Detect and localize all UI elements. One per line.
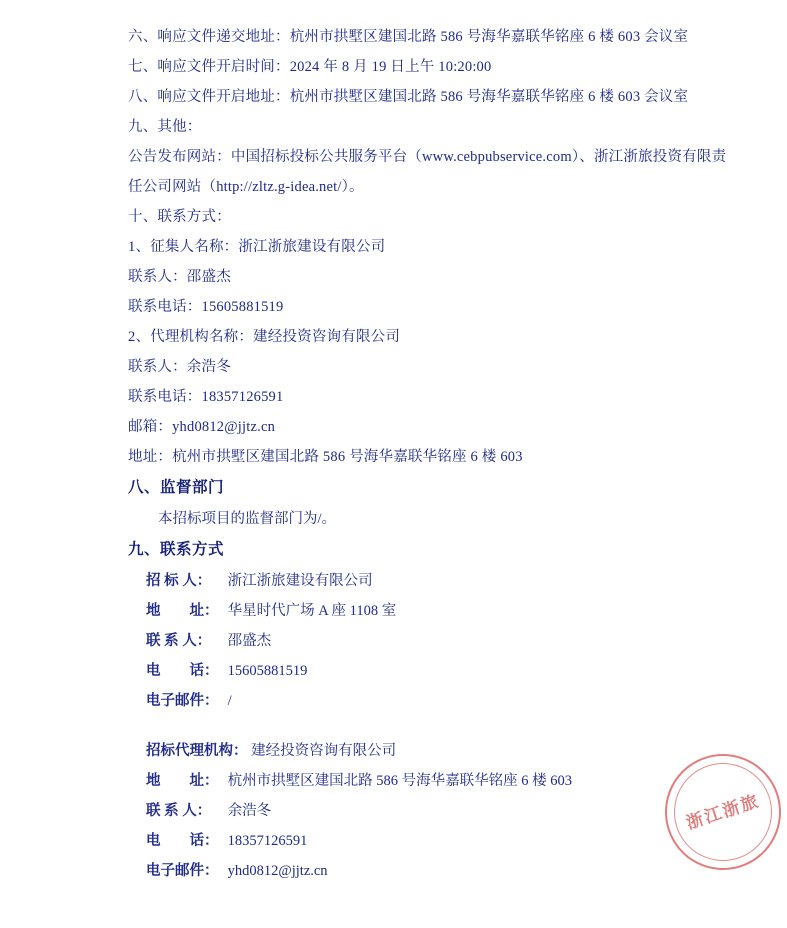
contact-agent-phone: 联系电话：18357126591 bbox=[128, 389, 284, 405]
tenderer-label-email: 电子邮件： bbox=[146, 693, 219, 709]
tenderer-row-name bbox=[146, 566, 727, 596]
agent-label-name: 招标代理机构： bbox=[146, 743, 248, 759]
agent-label-email: 电子邮件： bbox=[146, 863, 219, 879]
contact-agent-person: 联系人：余浩冬 bbox=[128, 359, 231, 375]
contact-tenderer-person: 联系人：邵盛杰 bbox=[128, 269, 231, 285]
agent-row-email bbox=[146, 856, 727, 886]
contact-agent-name: 2、代理机构名称：建经投资咨询有限公司 bbox=[128, 329, 401, 345]
tenderer-label-address: 地 址： bbox=[146, 603, 219, 619]
tenderer-row-phone bbox=[146, 656, 727, 686]
tenderer-label-phone: 电 话： bbox=[146, 663, 219, 679]
agent-label-person: 联 系 人： bbox=[146, 803, 212, 819]
section-gap bbox=[128, 716, 727, 736]
clause-item-7: 七、响应文件开启时间：2024 年 8 月 19 日上午 10:20:00 bbox=[128, 59, 492, 75]
contact-tenderer-phone: 联系电话：15605881519 bbox=[128, 299, 284, 315]
agent-row-address bbox=[146, 766, 727, 796]
tenderer-row-person bbox=[146, 626, 727, 656]
agent-value-phone: 18357126591 bbox=[227, 833, 308, 849]
clause-item-6: 六、响应文件递交地址：杭州市拱墅区建国北路 586 号海华嘉联华铭座 6 楼 603 会议室 bbox=[128, 29, 689, 45]
agent-row-person bbox=[146, 796, 727, 826]
contact-agent-address: 地址：杭州市拱墅区建国北路 586 号海华嘉联华铭座 6 楼 603 bbox=[128, 449, 523, 465]
section-heading-8: 八、监督部门 bbox=[128, 479, 225, 496]
tenderer-row-address bbox=[146, 596, 727, 626]
tenderer-value-phone: 15605881519 bbox=[227, 663, 308, 679]
tenderer-row-email bbox=[146, 686, 727, 716]
tenderer-value-person: 邵盛杰 bbox=[227, 633, 272, 649]
agent-row-name bbox=[146, 736, 727, 766]
agent-value-address: 杭州市拱墅区建国北路 586 号海华嘉联华铭座 6 楼 603 bbox=[227, 773, 572, 789]
section-8-body: 本招标项目的监督部门为/。 bbox=[158, 511, 337, 527]
section-heading-9: 九、联系方式 bbox=[128, 541, 225, 558]
agent-value-name: 建经投资咨询有限公司 bbox=[251, 743, 397, 759]
contact-tenderer-name: 1、征集人名称：浙江浙旅建设有限公司 bbox=[128, 239, 386, 255]
clause-item-8: 八、响应文件开启地址：杭州市拱墅区建国北路 586 号海华嘉联华铭座 6 楼 603 会议室 bbox=[128, 89, 689, 105]
agent-label-address: 地 址： bbox=[146, 773, 219, 789]
clause-item-10: 十、联系方式： bbox=[128, 209, 231, 225]
tenderer-label-name: 招 标 人： bbox=[146, 573, 212, 589]
agent-value-email: yhd0812@jjtz.cn bbox=[227, 863, 328, 879]
seal-text: 浙江浙旅 bbox=[683, 791, 763, 833]
clause-item-9: 九、其他： bbox=[128, 119, 202, 135]
tenderer-value-email: / bbox=[227, 693, 232, 709]
contact-agent-email: 邮箱：yhd0812@jjtz.cn bbox=[128, 419, 276, 435]
tenderer-value-address: 华星时代广场 A 座 1108 室 bbox=[227, 603, 397, 619]
agent-value-person: 余浩冬 bbox=[227, 803, 272, 819]
tenderer-label-person: 联 系 人： bbox=[146, 633, 212, 649]
tenderer-value-name: 浙江浙旅建设有限公司 bbox=[227, 573, 373, 589]
website-paragraph: 公告发布网站：中国招标投标公共服务平台（www.cebpubservice.com）、浙江浙旅投资有限责任公司网站（http://zltz.g-idea.net/）。 bbox=[128, 149, 727, 195]
agent-row-phone bbox=[146, 826, 727, 856]
agent-label-phone: 电 话： bbox=[146, 833, 219, 849]
